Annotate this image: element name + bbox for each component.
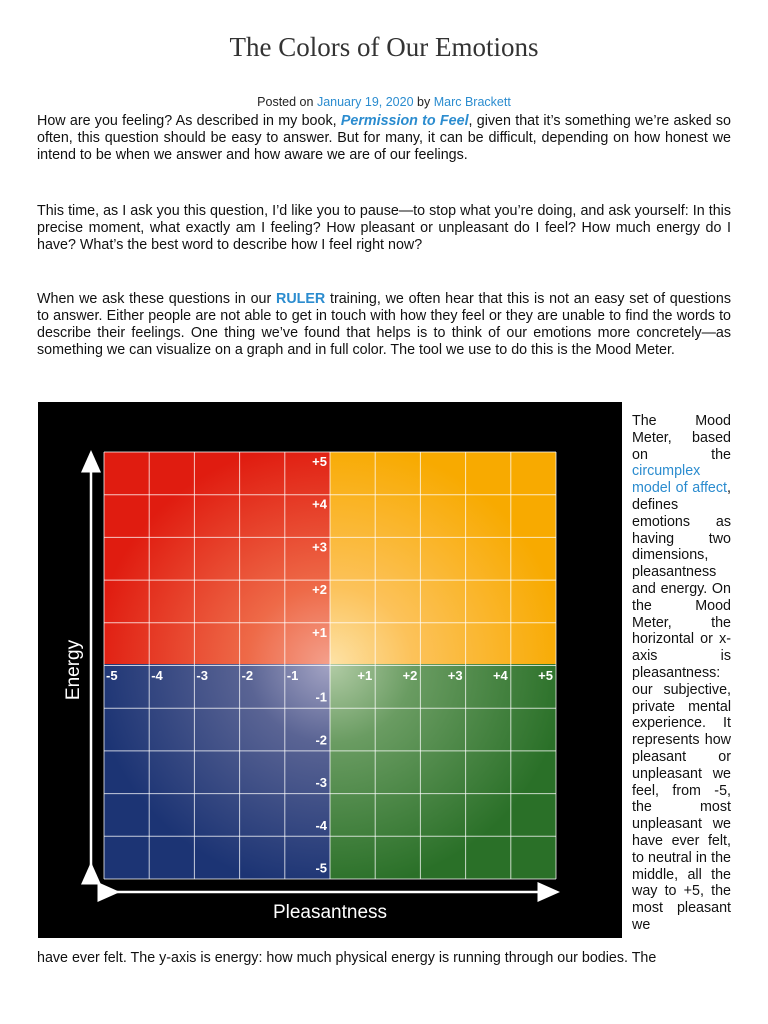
x-tick-label: +2 bbox=[402, 668, 418, 683]
mood-meter-figure bbox=[38, 402, 622, 938]
x-tick-label: -5 bbox=[106, 668, 118, 683]
posted-on-label: Posted on bbox=[257, 95, 314, 109]
y-tick-label: +4 bbox=[312, 496, 327, 512]
y-tick-label: +5 bbox=[312, 454, 327, 469]
post-byline bbox=[0, 95, 768, 109]
continuation-paragraph: have ever felt. The y-axis is energy: how much physical energy is running through our bodies. The bbox=[37, 950, 657, 966]
x-tick-label: -4 bbox=[151, 668, 163, 683]
y-tick-label: +2 bbox=[312, 582, 327, 598]
by-label: by bbox=[417, 95, 431, 109]
x-tick-label: -2 bbox=[241, 668, 254, 683]
ruler-text-end: training, we often hear that this is not an easy set of questions to answer. Either people are not able to get in touch with how they feel or they are unable to find the words to describe their feelings. One thing we’ve found that helps is to think of our emotions more concretely—as something we can visualize on a graph and in full color. The tool we use to do this is the Mood Meter. bbox=[37, 291, 731, 358]
ruler-link[interactable]: RULER bbox=[276, 291, 326, 307]
author-link[interactable]: Marc Brackett bbox=[433, 95, 511, 109]
ruler-paragraph bbox=[37, 291, 731, 359]
intro-text-start: How are you feeling? As described in my book, bbox=[37, 113, 341, 129]
y-tick-label: -5 bbox=[315, 860, 327, 876]
description-text-end: , defines emotions as having two dimensions, pleasantness and energy. On the Mood Meter, the horizontal or x-axis is pleasantness: our subjective, private mental experience. It represents how pleasant or unpleasant we feel, from -5, the most unpleasant we have ever felt, to neutral in the middle, all the way to +5, the most pleasant we bbox=[632, 480, 731, 933]
quadrant-high-energy-unpleasant bbox=[104, 452, 330, 664]
x-axis-label: Pleasantness bbox=[272, 902, 388, 923]
x-tick-label: -3 bbox=[196, 668, 208, 683]
ruler-text-start: When we ask these questions in our bbox=[37, 291, 276, 307]
y-tick-label: -3 bbox=[315, 775, 327, 791]
x-tick-label: +5 bbox=[538, 668, 553, 683]
y-tick-label: +3 bbox=[312, 539, 327, 555]
description-text-start: The Mood Meter, based on the bbox=[632, 413, 731, 463]
quadrant-high-energy-pleasant bbox=[330, 452, 556, 664]
mood-meter-description bbox=[632, 413, 731, 934]
intro-paragraph bbox=[37, 113, 731, 164]
y-axis-label: Energy bbox=[63, 639, 84, 701]
intro-text-end: , given that it’s something we’re asked so often, this question should be easy to answer. But for many, it can be difficult, depending on how honest we intend to be when we answer and how aware we are of our feelings. bbox=[37, 113, 731, 163]
y-tick-label: -4 bbox=[315, 817, 327, 833]
circumplex-model-link[interactable]: circumplex model of affect bbox=[632, 463, 728, 497]
quadrant-low-energy-pleasant bbox=[330, 664, 556, 879]
x-tick-label: +3 bbox=[447, 668, 463, 683]
y-tick-label: +1 bbox=[312, 624, 327, 640]
mood-meter-chart bbox=[38, 402, 622, 938]
page-title: The Colors of Our Emotions bbox=[229, 32, 539, 62]
y-tick-label: -2 bbox=[315, 732, 327, 748]
post-date-link[interactable]: January 19, 2020 bbox=[316, 95, 414, 109]
book-link[interactable]: Permission to Feel bbox=[340, 113, 469, 129]
y-tick-label: -1 bbox=[315, 689, 327, 705]
pause-paragraph: This time, as I ask you this question, I’d like you to pause—to stop what you’re doing, and ask yourself: In this precise moment, what exactly am I feeling? How pleasant or unpleasant do I feel? How much energy do I have? What’s the best word to describe how I feel right now? bbox=[37, 203, 731, 253]
x-tick-label: +1 bbox=[357, 668, 373, 683]
x-tick-label: +4 bbox=[492, 668, 508, 683]
x-tick-label: -1 bbox=[286, 668, 299, 683]
quadrant-low-energy-unpleasant bbox=[104, 664, 330, 879]
